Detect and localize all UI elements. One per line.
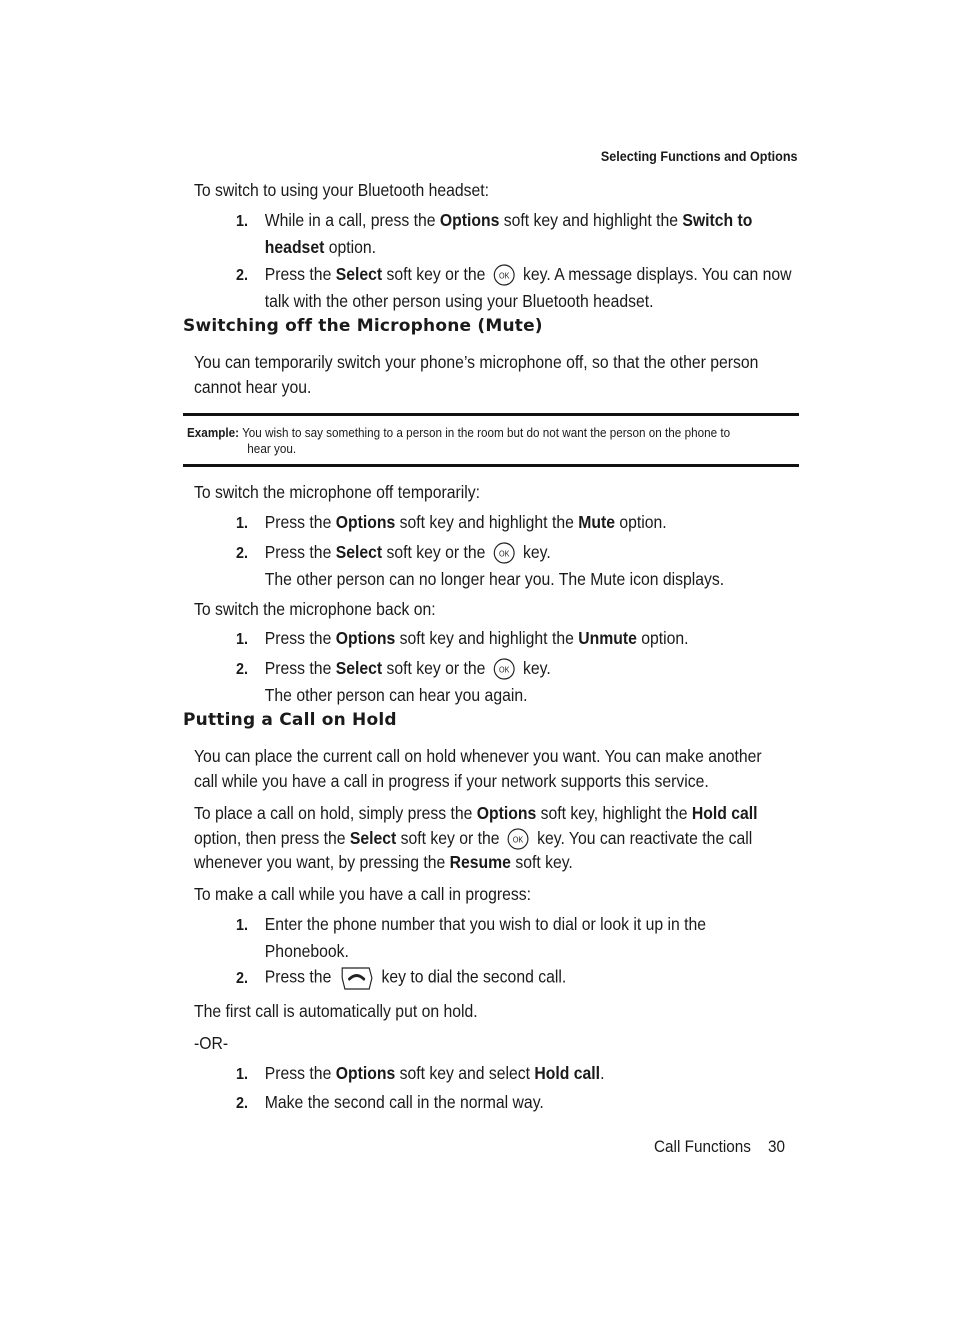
list-item: 1. Press the Options soft key and highlight the Unmute option.	[236, 628, 689, 648]
running-header: Selecting Functions and Options	[601, 148, 798, 164]
paragraph: To switch the microphone back on:	[194, 599, 436, 619]
paragraph: To make a call while you have a call in progress:	[194, 884, 532, 904]
list-item: 1. Press the Options soft key and select Hold call.	[236, 1063, 605, 1083]
bluetooth-intro: To switch to using your Bluetooth headset:	[194, 180, 490, 200]
list-item: 1. Enter the phone number that you wish to dial or look it up in the Phonebook.	[236, 914, 707, 961]
divider	[183, 413, 799, 416]
section-heading: Putting a Call on Hold	[183, 710, 397, 730]
ok-key-icon	[508, 828, 530, 850]
list-item: 1. Press the Options soft key and highlight the Mute option.	[236, 512, 667, 532]
ok-key-icon	[493, 264, 515, 286]
send-key-icon	[339, 964, 373, 992]
section-heading: Switching off the Microphone (Mute)	[183, 316, 543, 336]
footer-section: Call Functions	[654, 1137, 751, 1156]
paragraph: You can temporarily switch your phone’s microphone off, so that the other person cannot hear you.	[194, 352, 759, 397]
paragraph: To place a call on hold, simply press the Options soft key, highlight the Hold call option, then press the Select soft key or the key. You can reactivate the call whenever you want, by pressing the Resume soft key.	[194, 803, 758, 872]
list-item: 2. Press the Select soft key or the key. A message displays. You can now talk with the other person using your Bluetooth headset.	[236, 264, 792, 311]
example-note: Example: You wish to say something to a person in the room but do not want the person on the phone to hear you.	[187, 425, 731, 456]
list-item: 2. Press the Select soft key or the key. The other person can no longer hear you. The Mute icon displays.	[236, 542, 725, 589]
list-item: 2. Make the second call in the normal way.	[236, 1092, 544, 1112]
ok-key-icon	[493, 658, 515, 680]
ok-key-icon	[493, 542, 515, 564]
divider	[183, 464, 799, 467]
paragraph: You can place the current call on hold whenever you want. You can make another call while you have a call in progress if your network supports this service.	[194, 746, 762, 791]
paragraph: To switch the microphone off temporarily:	[194, 482, 480, 502]
list-item: 1. While in a call, press the Options soft key and highlight the Switch to headset option.	[236, 210, 753, 257]
page-number: 30	[768, 1137, 786, 1156]
paragraph: The first call is automatically put on hold.	[194, 1001, 478, 1021]
list-item: 2. Press the Select soft key or the key. The other person can hear you again.	[236, 658, 551, 705]
list-item: 2. Press the key to dial the second call.	[236, 964, 566, 992]
or-separator: -OR-	[194, 1033, 229, 1053]
